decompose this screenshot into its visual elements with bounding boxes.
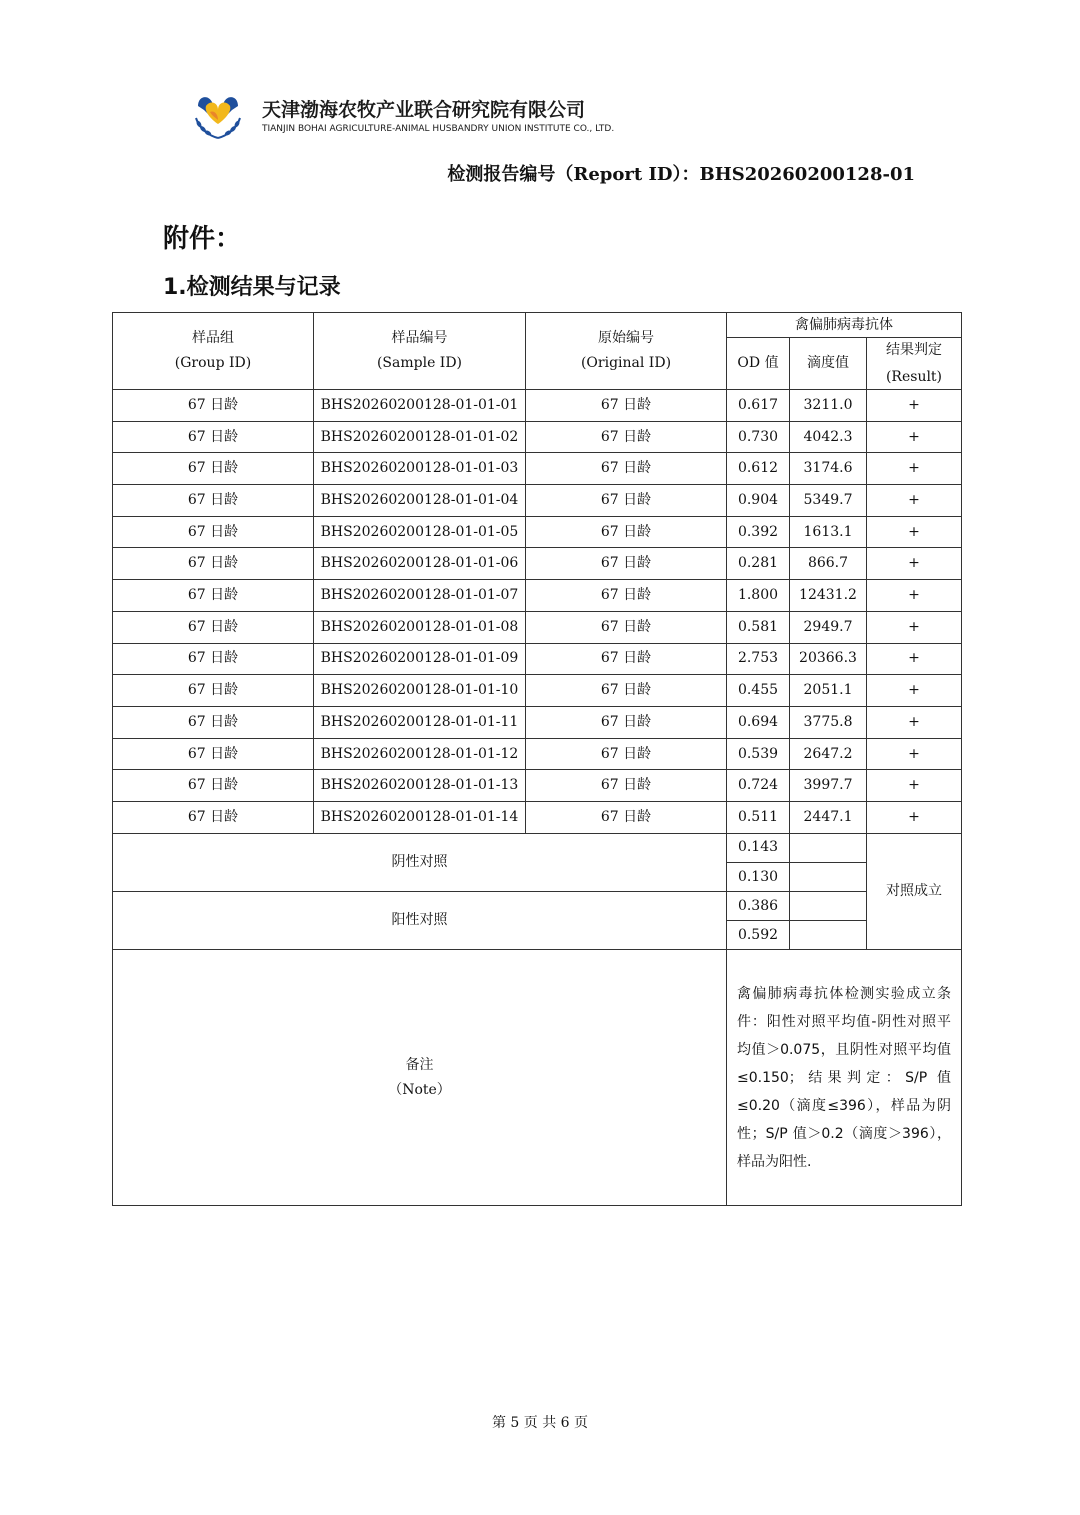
cell-result: + <box>867 738 962 770</box>
cell-group: 67 日龄 <box>113 801 314 833</box>
cell-result: + <box>867 643 962 675</box>
negative-control-label: 阴性对照 <box>113 833 727 891</box>
cell-original: 67 日龄 <box>526 675 727 707</box>
cell-titer: 20366.3 <box>790 643 867 675</box>
cell-group: 67 日龄 <box>113 580 314 612</box>
cell-result: + <box>867 580 962 612</box>
cell-titer: 2949.7 <box>790 611 867 643</box>
header-result-cn: 结果判定 <box>886 341 942 358</box>
cell-titer: 1613.1 <box>790 516 867 548</box>
cell-od: 0.281 <box>727 548 790 580</box>
header-titer: 滴度值 <box>790 338 867 390</box>
cell-sample: BHS20260200128-01-01-04 <box>314 485 526 517</box>
cell-group: 67 日龄 <box>113 611 314 643</box>
cell-od: 0.392 <box>727 516 790 548</box>
negative-od-1: 0.143 <box>727 833 790 862</box>
cell-original: 67 日龄 <box>526 738 727 770</box>
cell-sample: BHS20260200128-01-01-02 <box>314 421 526 453</box>
table-row <box>113 421 962 453</box>
cell-group: 67 日龄 <box>113 516 314 548</box>
cell-original: 67 日龄 <box>526 706 727 738</box>
cell-sample: BHS20260200128-01-01-11 <box>314 706 526 738</box>
positive-od-1: 0.386 <box>727 892 790 921</box>
cell-titer: 2051.1 <box>790 675 867 707</box>
cell-original: 67 日龄 <box>526 421 727 453</box>
report-id: 检测报告编号（Report ID）：BHS20260200128-01 <box>447 164 915 185</box>
cell-sample: BHS20260200128-01-01-13 <box>314 770 526 802</box>
cell-od: 0.724 <box>727 770 790 802</box>
cell-od: 0.455 <box>727 675 790 707</box>
cell-titer: 3775.8 <box>790 706 867 738</box>
positive-titer-1 <box>790 892 867 921</box>
cell-sample: BHS20260200128-01-01-10 <box>314 675 526 707</box>
header-original <box>526 313 727 390</box>
cell-sample: BHS20260200128-01-01-12 <box>314 738 526 770</box>
cell-result: + <box>867 390 962 422</box>
cell-original: 67 日龄 <box>526 453 727 485</box>
note-content <box>727 950 962 1206</box>
table-row <box>113 706 962 738</box>
header-sample-cn: 样品编号 <box>391 330 448 347</box>
cell-od: 0.612 <box>727 453 790 485</box>
cell-group: 67 日龄 <box>113 390 314 422</box>
results-table <box>112 312 962 1206</box>
cell-result: + <box>867 801 962 833</box>
cell-result: + <box>867 453 962 485</box>
section-heading: 1.检测结果与记录 <box>163 275 341 300</box>
table-row <box>113 453 962 485</box>
company-name-cn: 天津渤海农牧产业联合研究院有限公司 <box>262 99 586 121</box>
cell-group: 67 日龄 <box>113 548 314 580</box>
cell-od: 0.581 <box>727 611 790 643</box>
cell-group: 67 日龄 <box>113 706 314 738</box>
table-row <box>113 580 962 612</box>
company-logo <box>192 92 244 142</box>
header-group <box>113 313 314 390</box>
header-sample-en: (Sample ID) <box>376 355 463 371</box>
positive-control-label: 阳性对照 <box>113 892 727 950</box>
cell-sample: BHS20260200128-01-01-03 <box>314 453 526 485</box>
cell-group: 67 日龄 <box>113 643 314 675</box>
cell-titer: 2447.1 <box>790 801 867 833</box>
cell-original: 67 日龄 <box>526 516 727 548</box>
header-group-en: (Group ID) <box>174 355 252 371</box>
cell-original: 67 日龄 <box>526 611 727 643</box>
cell-titer: 12431.2 <box>790 580 867 612</box>
cell-original: 67 日龄 <box>526 770 727 802</box>
cell-sample: BHS20260200128-01-01-07 <box>314 580 526 612</box>
cell-sample: BHS20260200128-01-01-06 <box>314 548 526 580</box>
header-result-en: (Result) <box>885 368 943 385</box>
header-od: OD 值 <box>727 338 790 390</box>
page-footer: 第 5 页 共 6 页 <box>491 1415 589 1431</box>
table-row <box>113 485 962 517</box>
header-original-en: (Original ID) <box>580 355 672 371</box>
cell-group: 67 日龄 <box>113 421 314 453</box>
cell-original: 67 日龄 <box>526 390 727 422</box>
cell-group: 67 日龄 <box>113 485 314 517</box>
cell-od: 0.617 <box>727 390 790 422</box>
cell-od: 2.753 <box>727 643 790 675</box>
note-en: （Note） <box>388 1081 451 1098</box>
header-sample <box>314 313 526 390</box>
table-row <box>113 770 962 802</box>
cell-group: 67 日龄 <box>113 770 314 802</box>
cell-result: + <box>867 421 962 453</box>
header-result <box>867 338 962 390</box>
note-label <box>113 950 727 1206</box>
table-row <box>113 516 962 548</box>
cell-result: + <box>867 485 962 517</box>
header-original-cn: 原始编号 <box>598 330 654 347</box>
cell-group: 67 日龄 <box>113 738 314 770</box>
cell-sample: BHS20260200128-01-01-14 <box>314 801 526 833</box>
cell-titer: 866.7 <box>790 548 867 580</box>
positive-titer-2 <box>790 921 867 950</box>
cell-od: 1.800 <box>727 580 790 612</box>
cell-titer: 2647.2 <box>790 738 867 770</box>
cell-titer: 3211.0 <box>790 390 867 422</box>
positive-od-2: 0.592 <box>727 921 790 950</box>
cell-od: 0.730 <box>727 421 790 453</box>
table-row <box>113 738 962 770</box>
table-row <box>113 390 962 422</box>
note-text: 禽偏肺病毒抗体检测实验成立条件：阳性对照平均值-阴性对照平均值＞0.075，且阴性对照平均值≤0.150；结果判定：S/P 值≤0.20（滴度≤396），样品为阴性；S/P 值＞0.2（滴度＞396），样品为阳性. <box>737 985 951 1170</box>
cell-original: 67 日龄 <box>526 643 727 675</box>
cell-group: 67 日龄 <box>113 453 314 485</box>
cell-sample: BHS20260200128-01-01-01 <box>314 390 526 422</box>
cell-sample: BHS20260200128-01-01-05 <box>314 516 526 548</box>
cell-titer: 5349.7 <box>790 485 867 517</box>
cell-od: 0.904 <box>727 485 790 517</box>
cell-original: 67 日龄 <box>526 801 727 833</box>
cell-group: 67 日龄 <box>113 675 314 707</box>
header-antibody: 禽偏肺病毒抗体 <box>727 313 962 338</box>
negative-od-2: 0.130 <box>727 862 790 891</box>
cell-original: 67 日龄 <box>526 548 727 580</box>
cell-result: + <box>867 675 962 707</box>
cell-od: 0.694 <box>727 706 790 738</box>
negative-titer-2 <box>790 862 867 891</box>
cell-titer: 4042.3 <box>790 421 867 453</box>
cell-original: 67 日龄 <box>526 580 727 612</box>
cell-result: + <box>867 770 962 802</box>
table-row <box>113 611 962 643</box>
header-group-cn: 样品组 <box>192 330 234 347</box>
cell-original: 67 日龄 <box>526 485 727 517</box>
cell-od: 0.511 <box>727 801 790 833</box>
cell-result: + <box>867 548 962 580</box>
page-title: 附件： <box>163 224 242 254</box>
cell-titer: 3997.7 <box>790 770 867 802</box>
note-cn: 备注 <box>405 1057 434 1074</box>
control-result: 对照成立 <box>867 833 962 950</box>
cell-result: + <box>867 516 962 548</box>
cell-od: 0.539 <box>727 738 790 770</box>
cell-result: + <box>867 706 962 738</box>
table-row <box>113 548 962 580</box>
cell-sample: BHS20260200128-01-01-09 <box>314 643 526 675</box>
company-name-en: TIANJIN BOHAI AGRICULTURE-ANIMAL HUSBANDRY UNION INSTITUTE CO., LTD. <box>262 124 615 134</box>
table-row <box>113 801 962 833</box>
table-row <box>113 675 962 707</box>
cell-sample: BHS20260200128-01-01-08 <box>314 611 526 643</box>
negative-titer-1 <box>790 833 867 862</box>
cell-titer: 3174.6 <box>790 453 867 485</box>
table-row <box>113 643 962 675</box>
cell-result: + <box>867 611 962 643</box>
